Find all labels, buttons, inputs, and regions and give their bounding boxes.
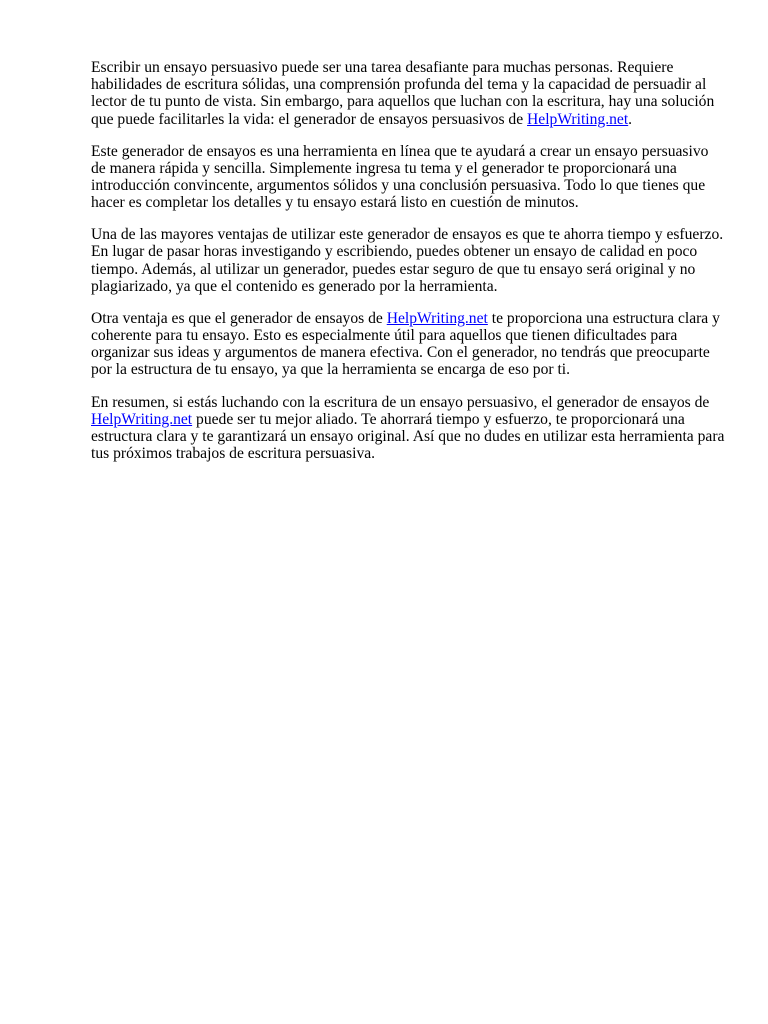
text-line: tiempo. Además, al utilizar un generador, puedes estar seguro de que tu ensayo será original y no (91, 260, 696, 278)
line-text: puede ser tu mejor aliado. Te ahorrará tiempo y esfuerzo, te proporcionará una (192, 410, 685, 428)
text-line: hacer es completar los detalles y tu ensayo estará listo en cuestión de minutos. (91, 194, 579, 212)
line-text: te proporciona una estructura clara y (487, 309, 720, 327)
helpwriting-link[interactable]: HelpWriting.net (386, 309, 488, 327)
line-text: que puede facilitarles la vida: el generador de ensayos persuasivos de (91, 110, 528, 128)
text-line: por la estructura de tu ensayo, ya que la herramienta se encarga de eso por ti. (91, 361, 571, 379)
text-line: habilidades de escritura sólidas, una comprensión profunda del tema y la capacidad de persuadir al (91, 76, 707, 94)
paragraph-5 (91, 394, 768, 463)
paragraph-2 (91, 143, 768, 212)
text-line: Una de las mayores ventajas de utilizar este generador de ensayos es que te ahorra tiempo y esfuerzo. (91, 226, 724, 244)
helpwriting-link[interactable]: HelpWriting.net (527, 110, 629, 128)
text-line: tus próximos trabajos de escritura persuasiva. (91, 445, 376, 463)
text-line: Este generador de ensayos es una herramienta en línea que te ayudará a crear un ensayo persuasivo (91, 142, 709, 160)
paragraph-3 (91, 226, 768, 295)
paragraph-4 (91, 310, 768, 379)
text-line (91, 111, 768, 128)
text-line: En resumen, si estás luchando con la escritura de un ensayo persuasivo, el generador de ensayos de (91, 393, 710, 411)
text-line: coherente para tu ensayo. Esto es especialmente útil para aquellos que tienen dificultades para (91, 327, 678, 345)
paragraph-1 (91, 59, 768, 128)
line-text: . (628, 110, 633, 128)
text-line: plagiarizado, ya que el contenido es generado por la herramienta. (91, 277, 498, 295)
line-text: Otra ventaja es que el generador de ensayos de (91, 309, 387, 327)
text-line: Escribir un ensayo persuasivo puede ser una tarea desafiante para muchas personas. Requiere (91, 59, 674, 76)
text-line: organizar sus ideas y argumentos de manera efectiva. Con el generador, no tendrás que preocuparte (91, 344, 710, 362)
text-line: lector de tu punto de vista. Sin embargo, para aquellos que luchan con la escritura, hay una solución (91, 93, 715, 111)
text-line: estructura clara y te garantizará un ensayo original. Así que no dudes en utilizar esta herramienta para (91, 427, 725, 445)
text-line: En lugar de pasar horas investigando y escribiendo, puedes obtener un ensayo de calidad en poco (91, 243, 698, 261)
text-line (91, 310, 768, 327)
text-line: introducción convincente, argumentos sólidos y una conclusión persuasiva. Todo lo que tienes que (91, 177, 706, 195)
helpwriting-link[interactable]: HelpWriting.net (91, 410, 193, 428)
text-line: de manera rápida y sencilla. Simplemente ingresa tu tema y el generador te proporcionará una (91, 159, 677, 177)
text-line (91, 411, 768, 428)
